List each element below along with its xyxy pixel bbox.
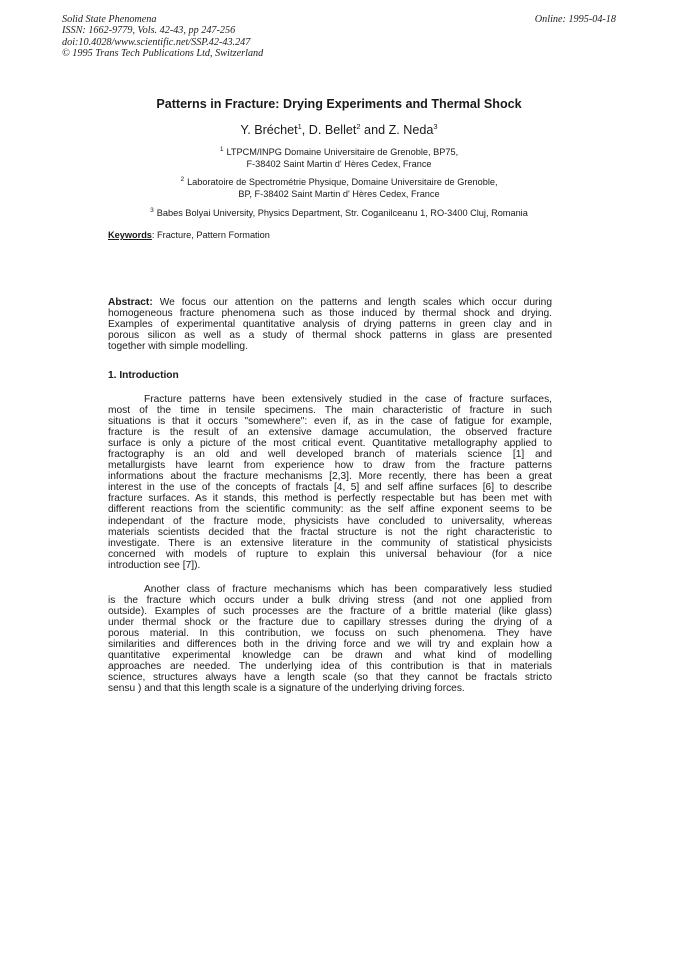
body-line: Another class of fracture mechanisms which has been comparatively less studied	[144, 584, 552, 595]
abstract-line: homogeneous fracture phenomena such as those induced by thermal shock and drying.	[108, 308, 552, 320]
body-line: investigate. There is an extensive literature in the community of statistical physicists	[108, 537, 552, 549]
body-line: approaches are needed. The underlying idea of this contribution is that in materials	[108, 661, 552, 673]
body-line: outside). Examples of such processes are the fracture of a brittle material (like glass)	[108, 606, 552, 618]
affiliation-sup: 2	[180, 176, 185, 183]
body-line: similarities and differences both in the driving force and we will try and explain how a	[108, 639, 552, 651]
doi-line: doi:10.4028/www.scientific.net/SSP.42-43.247	[62, 36, 251, 48]
affiliation-line: Laboratoire de Spectrométrie Physique, Domaine Universitaire de Grenoble,	[187, 177, 498, 187]
affiliation-2	[0, 174, 678, 200]
body-line: sensu ) and that this length scale is a signature of the underlying driving forces.	[108, 683, 465, 695]
affiliation-3	[0, 205, 678, 220]
keywords	[108, 230, 270, 240]
author-separator: and	[360, 123, 389, 137]
affiliation-line: Babes Bolyai University, Physics Department, Str. Coganilceanu 1, RO-3400 Cluj, Romania	[156, 208, 528, 218]
abstract-line: together with simple modelling.	[108, 341, 248, 353]
body-line: is the fracture which occurs under a bulk driving stress (and not one applied from	[108, 595, 552, 607]
affiliation-line: F-38402 Saint Martin d' Hères Cedex, France	[246, 158, 432, 169]
abstract-line: porous silicon as well as a study of thermal shock patterns in glass are presented	[108, 330, 552, 342]
body-line: quantitative experimental knowledge can be drawn and what kind of modelling	[108, 650, 552, 662]
journal-header	[62, 14, 263, 59]
copyright-line: © 1995 Trans Tech Publications Ltd, Switzerland	[62, 47, 264, 59]
body-line: concerned with models of rupture to explain this universal behaviour (for a nice	[108, 548, 552, 560]
body-line: different reactions from the scientific community: as the self affine exponent seems to be	[108, 504, 552, 516]
body-line: materials scientists decided that the fractal structure is not the right characteristic to	[108, 526, 552, 538]
body-line: under thermal shock or the fracture due to capillary stresses during the drying of a	[108, 617, 552, 629]
body-line: Fracture patterns have been extensively studied in the case of fracture surfaces,	[144, 394, 552, 405]
affiliation-line: BP, F-38402 Saint Martin d' Hères Cedex, France	[238, 188, 440, 199]
author-sup: 2	[356, 122, 361, 131]
body-line: fracture surfaces. As it stands, this method is perfectly respectable but has been met with	[108, 493, 552, 505]
body-line: science, structures always have a length scale (so that they cannot be fractals stricto	[108, 672, 552, 684]
online-date: Online: 1995-04-18	[534, 14, 616, 25]
author-sup: 3	[433, 122, 438, 131]
abstract	[108, 297, 552, 352]
body-line: most of the time in tensile specimens. The main characteristic of fracture in such	[108, 405, 552, 417]
body-line: introduction see [7]).	[108, 559, 201, 571]
affiliation-sup: 3	[150, 207, 154, 214]
section-heading: 1. Introduction	[108, 370, 179, 381]
keywords-label: Keywords	[108, 230, 152, 240]
body-line: situations is that it occurs "somewhere": even if, as in the case of fatigue for example,	[108, 416, 552, 428]
paragraph-1	[108, 394, 552, 571]
journal-name: Solid State Phenomena	[62, 14, 157, 25]
author-name: Z. Neda	[388, 123, 434, 137]
author-sup: 1	[297, 122, 302, 131]
paragraph-2	[108, 584, 552, 694]
abstract-line: We focus our attention on the patterns and length scales which occur during	[152, 297, 552, 308]
body-line: metallurgists have learnt from experience how to draw from the fracture patterns	[108, 460, 552, 472]
body-line: surface is only a picture of the most critical event. Quantitative metallography applied to	[108, 438, 552, 450]
issn-line: ISSN: 1662-9779, Vols. 42-43, pp 247-256	[62, 25, 236, 37]
affiliation-line: LTPCM/INPG Domaine Universitaire de Grenoble, BP75,	[226, 147, 459, 157]
affiliation-sup: 1	[219, 146, 224, 153]
affiliation-1	[0, 144, 678, 170]
body-line: interest in the use of the concepts of fractals [4, 5] and self affine surfaces [6] to describe	[108, 482, 552, 494]
keywords-text: : Fracture, Pattern Formation	[151, 230, 270, 240]
abstract-label: Abstract:	[108, 297, 153, 308]
author-separator: ,	[301, 123, 309, 137]
body-line: informations about the fracture mechanisms [2,3]. More recently, there has been a great	[108, 471, 552, 483]
author-list	[0, 122, 678, 137]
author-name: D. Bellet	[308, 123, 357, 137]
author-name: Y. Bréchet	[240, 123, 298, 137]
body-line: independant of the fracture mode, physicists have concluded to universality, whereas	[108, 515, 552, 527]
abstract-line: Examples of experimental quantitative analysis of drying patterns in green clay and in	[108, 319, 552, 331]
body-line: fracture is the result of an extensive damage accumulation, the observed fracture	[108, 427, 552, 439]
body-line: porous material. In this contribution, we focuss on such phenomena. They have	[108, 628, 552, 640]
paper-title: Patterns in Fracture: Drying Experiments and Thermal Shock	[156, 97, 522, 111]
body-line: fractography is an old and well developed branch of materials science [1] and	[108, 449, 552, 461]
